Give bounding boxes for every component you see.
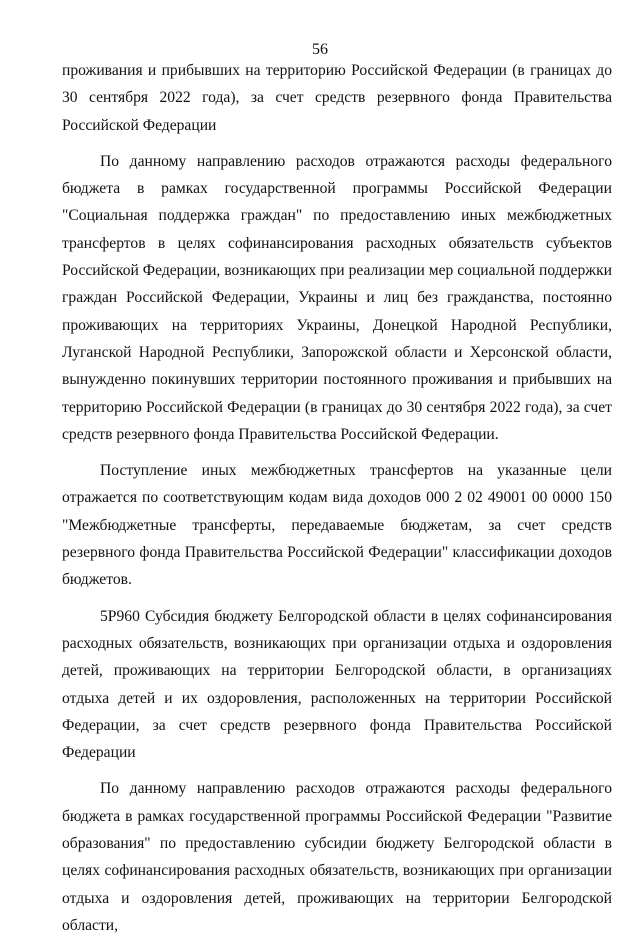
page-number: 56 <box>312 41 328 58</box>
paragraph-continuation: проживания и прибывших на территорию Российской Федерации (в границах до 30 сентября 2022 года), за счет средств резервного фонда Правительства Российской Федерации <box>62 62 612 134</box>
paragraph-gap <box>62 594 612 603</box>
paragraph-gap <box>62 448 612 457</box>
document-body <box>62 57 612 939</box>
paragraph: По данному направлению расходов отражаются расходы федерального бюджета в рамках государственной программы Российской Федерации "Социальная поддержка граждан" по предоставлению иных межбюджетных трансфертов в целях софинансирования расходных обязательств субъектов Российской Федерации, возникающих при реализации мер социальной поддержки граждан Российской Федерации, Украины и лиц без гражданства, постоянно проживающих на территориях Украины, Донецкой Народной Республики, Луганской Народной Республики, Запорожской области и Херсонской области, вынужденно покинувших территории постоянного проживания и прибывших на территорию Российской Федерации (в границах до 30 сентября 2022 года), за счет средств резервного фонда Правительства Российской Федерации. <box>62 152 612 443</box>
paragraph: Поступление иных межбюджетных трансфертов на указанные цели отражается по соответствующим кодам вида доходов 000 2 02 49001 00 0000 150 "Межбюджетные трансферты, передаваемые бюджетам, за счет средств резервного фонда Правительства Российской Федерации" классификации доходов бюджетов. <box>62 462 612 589</box>
paragraph-heading: 5Р960 Субсидия бюджету Белгородской области в целях софинансирования расходных обязательств, возникающих при организации отдыха и оздоровления детей, проживающих на территории Белгородской области, в организациях отдыха детей и их оздоровления, расположенных на территории Российской Федерации, за счет средств резервного фонда Правительства Российской Федерации <box>62 607 612 762</box>
paragraph-gap <box>62 139 612 148</box>
paragraph-gap <box>62 766 612 775</box>
paragraph: По данному направлению расходов отражаются расходы федерального бюджета в рамках государственной программы Российской Федерации "Развитие образования" по предоставлению субсидии бюджету Белгородской области в целях софинансирования расходных обязательств, возникающих при организации отдыха и оздоровления детей, проживающих на территории Белгородской области, <box>62 780 612 934</box>
